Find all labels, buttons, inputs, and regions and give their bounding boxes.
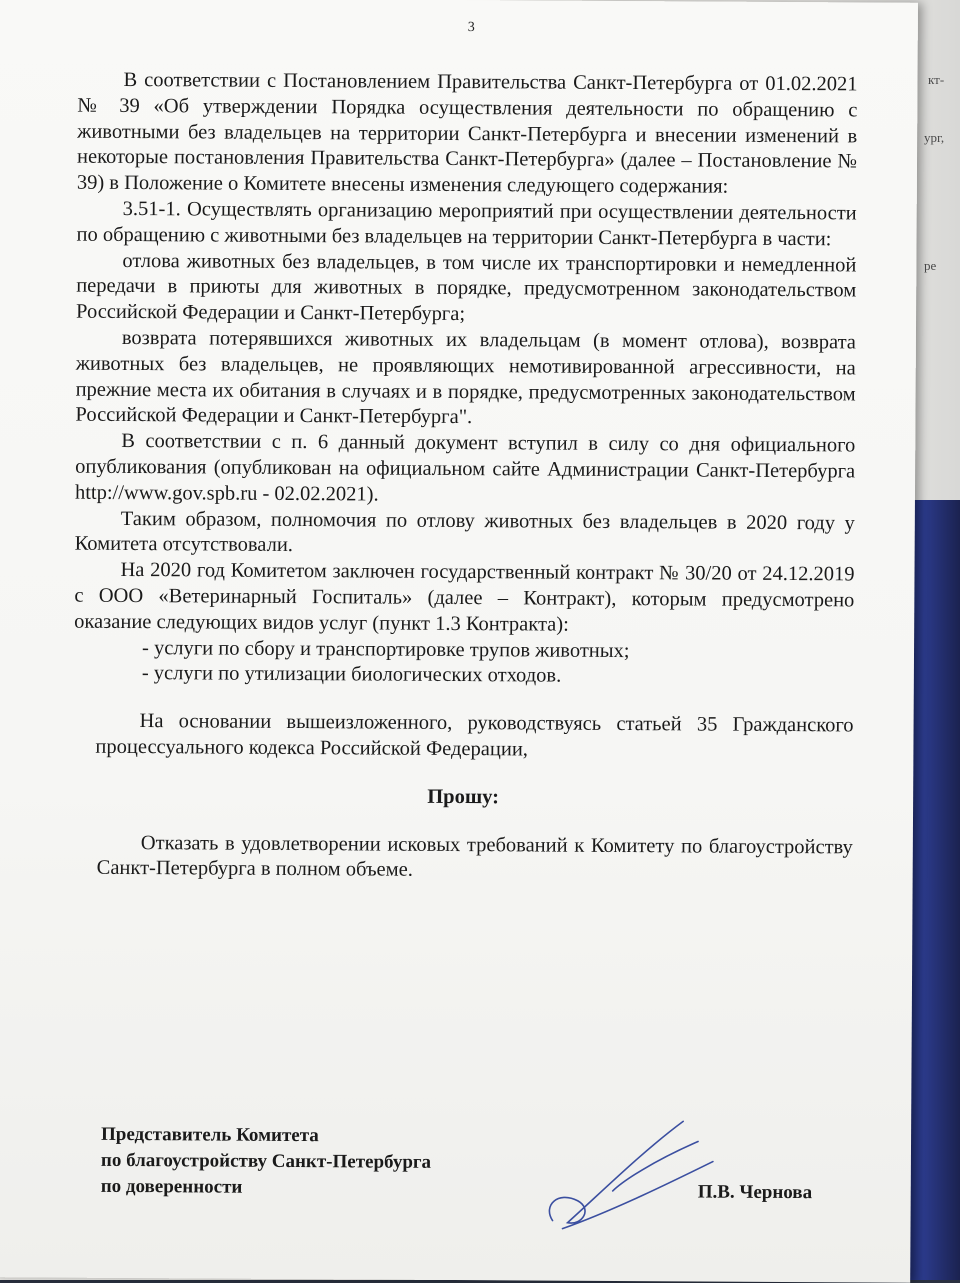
signature-title-line: по благоустройству Санкт-Петербурга (100, 1149, 432, 1173)
page-number: 3 (467, 20, 475, 36)
paragraph-clause-3-51-1: 3.51-1. Осуществлять организацию мероприятий при осуществлении деятельности по обращению с животными без владельцев на территории Санкт-Петербурга в части: (76, 197, 857, 251)
signer-name: П.В. Чернова (697, 1181, 813, 1204)
list-item-service: - услуги по утилизации биологических отходов. (141, 662, 562, 687)
signature-title-line: Представитель Комитета (100, 1123, 319, 1147)
request-heading: Прошу: (427, 785, 500, 808)
paragraph-return: возврата потерявшихся животных их владельцам (в момент отлова), возврата животных без владельцев, не проявляющих немотивированной агрессивности, на прежние места их обитания в случаях и в порядке, предусмотренных законодательством Российской Федерации и Санкт-Петербурга". (75, 326, 856, 429)
paragraph-resolution: В соответствии с Постановлением Правительства Санкт-Петербурга от 01.02.2021 № 39 «Об утверждении Порядка осуществления деятельности по обращению с животными без владельцев на территории Санкт-Петербурга и внесении изменений в некоторые постановления Правительства Санкт-Петербурга» (далее – Постановление № 39) в Положение о Комитете внесены изменения следующего содержания: (76, 68, 858, 198)
paragraph-effective-date: В соответствии с п. 6 данный документ вступил в силу со дня официального опубликования (опубликован на официальном сайте Администрации Санкт-Петербурга http://www.gov.spb.ru - 02.02.2021). (74, 430, 856, 506)
signature-title-line: по доверенности (100, 1175, 243, 1198)
background-text-fragment: кт- (928, 72, 945, 87)
list-item-service: - услуги по сбору и транспортировке трупов животных; (141, 636, 630, 662)
background-text-fragment: ре (924, 258, 937, 273)
paragraph-capture: отлова животных без владельцев, в том числе их транспортировки и немедленной передачи в приюты для животных в порядке, предусмотренном законодательством Российской Федерации и Санкт-Петербурга; (76, 249, 857, 326)
paragraph-conclusion: На основании вышеизложенного, руководствуясь статьей 35 Гражданского процессуального кодекса Российской Федерации, (95, 710, 854, 761)
background-text-fragment: ург, (924, 130, 945, 145)
paragraph-contract: На 2020 год Комитетом заключен государственный контракт № 30/20 от 24.12.2019 с ООО «Ветеринарный Госпиталь» (далее – Контракт), которым предусмотрено оказание следующих видов услуг (пункт 1.3 Контракта): (74, 559, 855, 636)
handwritten-signature (522, 1110, 723, 1241)
paragraph-no-authority: Таким образом, полномочия по отлову животных без владельцев в 2020 году у Комитета отсутствовали. (74, 507, 855, 557)
document-body (73, 68, 858, 887)
signature-block (101, 1122, 432, 1202)
request-text: Отказать в удовлетворении исковых требований к Комитету по благоустройству Санкт-Петербурга в полном объеме. (96, 831, 853, 882)
